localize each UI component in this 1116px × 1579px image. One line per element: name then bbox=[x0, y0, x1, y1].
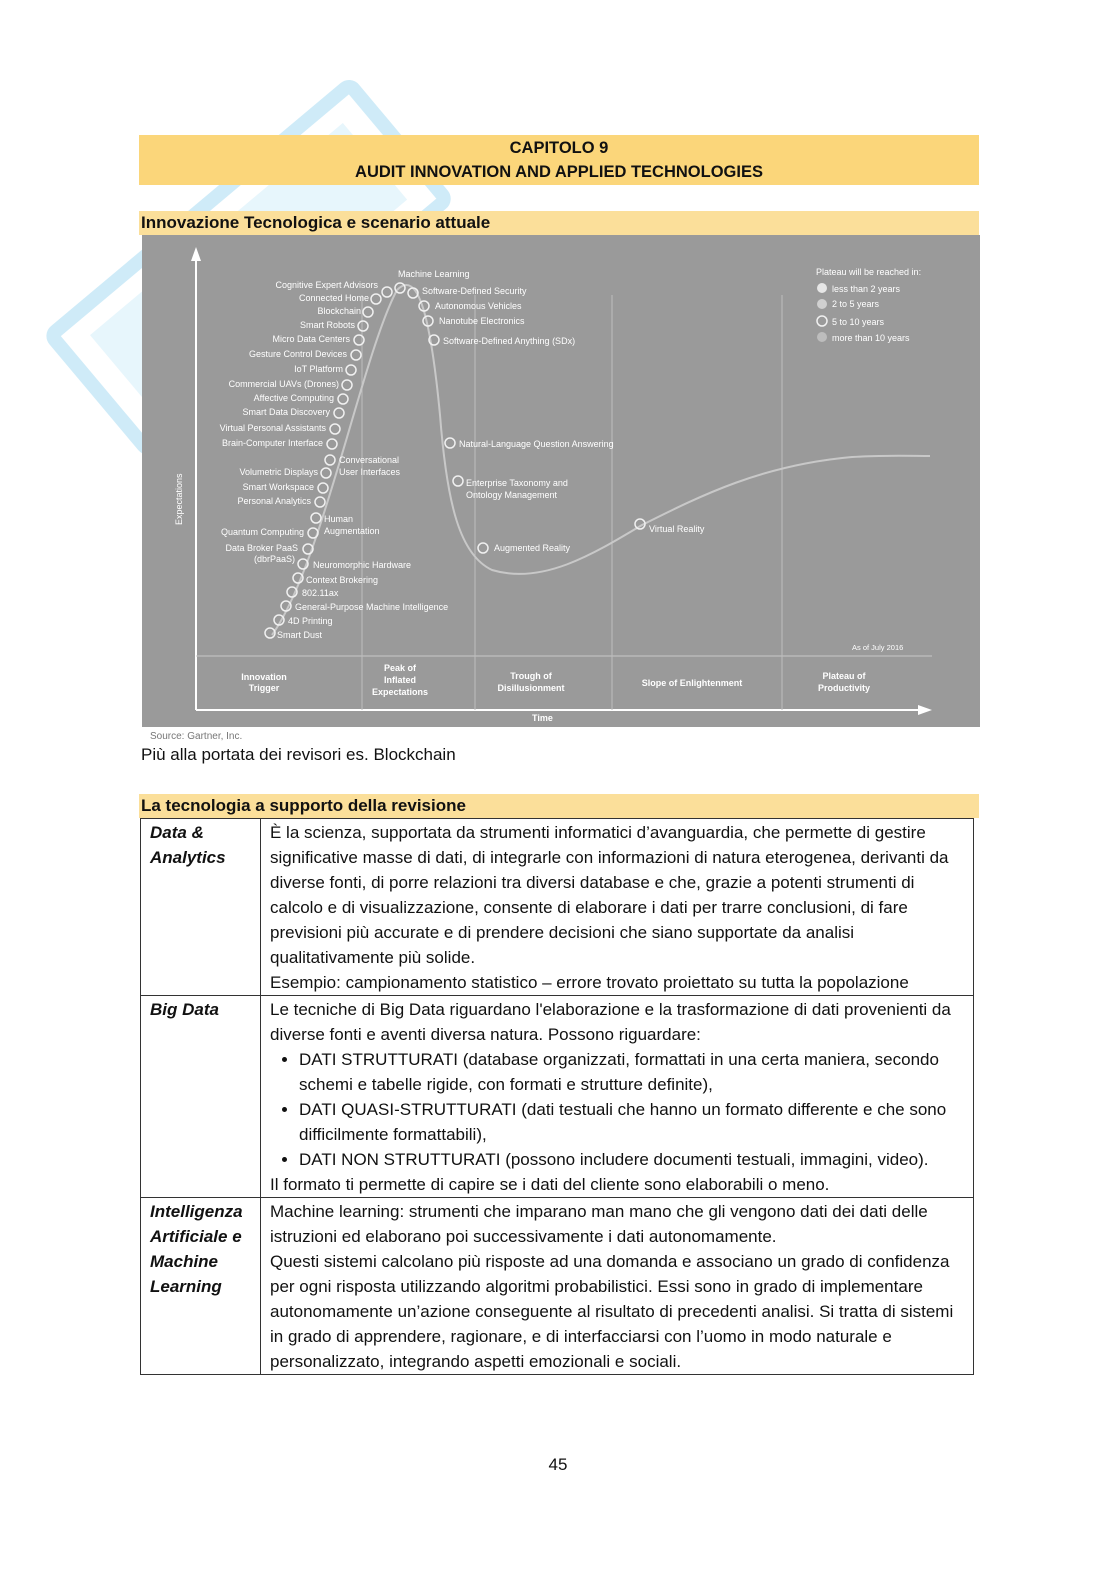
tech-marker bbox=[311, 513, 321, 523]
y-axis-arrow bbox=[191, 247, 201, 261]
phase-label: Trigger bbox=[248, 683, 280, 693]
tech-label: Connected Home bbox=[298, 293, 369, 303]
tech-label: Ontology Management bbox=[466, 490, 558, 500]
tech-label: Commercial UAVs (Drones) bbox=[228, 379, 339, 389]
tech-label: Conversational bbox=[339, 455, 400, 465]
tech-label: Augmentation bbox=[324, 526, 380, 536]
tech-label: Blockchain bbox=[317, 306, 361, 316]
table-row bbox=[141, 996, 974, 1198]
tech-label: Autonomous Vehicles bbox=[435, 301, 522, 311]
tech-marker bbox=[478, 543, 488, 553]
legend-marker bbox=[817, 332, 827, 342]
figure-source: Source: Gartner, Inc. bbox=[150, 731, 243, 742]
tech-marker bbox=[327, 439, 337, 449]
definition-cell bbox=[261, 1198, 974, 1375]
tech-marker bbox=[371, 294, 381, 304]
tech-marker bbox=[445, 438, 455, 448]
chapter-banner bbox=[139, 135, 979, 185]
hype-cycle-svg bbox=[142, 235, 980, 727]
table-row bbox=[141, 1198, 974, 1375]
tech-label: Gesture Control Devices bbox=[248, 349, 347, 359]
tech-label: Neuromorphic Hardware bbox=[313, 560, 412, 570]
phase-label: Plateau of bbox=[822, 671, 866, 681]
phase-label: Trough of bbox=[510, 671, 552, 681]
phase-label: Innovation bbox=[241, 672, 287, 682]
tech-marker bbox=[330, 424, 340, 434]
phase-label: Disillusionment bbox=[497, 683, 565, 693]
tech-label: General-Purpose Machine Intelligence bbox=[295, 602, 449, 612]
phase-label: Productivity bbox=[817, 683, 871, 693]
tech-label: Software-Defined Security bbox=[422, 286, 527, 296]
tech-label: Smart Data Discovery bbox=[242, 407, 330, 417]
table-row bbox=[141, 819, 974, 996]
legend-item: less than 2 years bbox=[832, 284, 901, 294]
list-item: • DATI QUASI-STRUTTURATI (dati testuali che hanno un formato differente e che sono difficilmente formattabili), bbox=[299, 1097, 965, 1147]
term-text: Learning bbox=[150, 1277, 222, 1296]
tech-label: Software-Defined Anything (SDx) bbox=[443, 336, 576, 346]
phase-label: Expectations bbox=[371, 687, 429, 697]
tech-label: Data Broker PaaS bbox=[225, 543, 298, 553]
legend-item: 2 to 5 years bbox=[832, 299, 880, 309]
list-item: • DATI STRUTTURATI (database organizzati, formattati in una certa maniera, secondo schemi e tabelle rigide, con formati e strutture definite), bbox=[299, 1047, 965, 1097]
definition-paragraph: Questi sistemi calcolano più risposte ad una domanda e associano un grado di confidenza per ogni risposta utilizzando algoritmi probabilistici. Essi sono in grado di implementare autonomamente un’azione conseguente al risultato di precedenti analisi. Si tratta di sistemi in grado di apprendere, ragionare, e di interfacciarsi con l’uomo in modo naturale e personalizzato, integrando aspetti emozionali e sociali. bbox=[270, 1252, 954, 1371]
tech-marker bbox=[453, 476, 463, 486]
tech-label: Micro Data Centers bbox=[272, 334, 350, 344]
x-axis-arrow bbox=[918, 705, 932, 715]
legend-marker bbox=[817, 316, 827, 326]
tech-marker bbox=[351, 350, 361, 360]
tech-label: Cognitive Expert Advisors bbox=[275, 280, 378, 290]
tech-label: Quantum Computing bbox=[220, 527, 304, 537]
tech-label: 4D Printing bbox=[288, 616, 333, 626]
page-number: 45 bbox=[548, 1455, 568, 1474]
tech-label: Brain-Computer Interface bbox=[221, 438, 323, 448]
phase-label: Slope of Enlightenment bbox=[641, 678, 743, 688]
hype-cycle-figure bbox=[142, 235, 980, 727]
tech-label: Smart Workspace bbox=[242, 482, 314, 492]
tech-label: Nanotube Electronics bbox=[439, 316, 525, 326]
tech-label: Context Brokering bbox=[306, 575, 379, 585]
tech-label: (dbrPaaS) bbox=[253, 554, 295, 564]
definition-paragraph: Le tecniche di Big Data riguardano l'elaborazione e la trasformazione di dati provenienti da diverse fonti e aventi diversa natura. Possono riguardare: bbox=[270, 1000, 951, 1044]
tech-marker bbox=[363, 307, 373, 317]
legend-item: more than 10 years bbox=[832, 333, 910, 343]
phase-label: Peak of bbox=[383, 663, 417, 673]
tech-label: IoT Platform bbox=[294, 364, 343, 374]
term-cell bbox=[141, 996, 261, 1198]
data-types-list bbox=[270, 1047, 965, 1172]
definition-paragraph: È la scienza, supportata da strumenti informatici d’avanguardia, che permette di gestire significative masse di dati, di integrarle con informazioni di natura eterogenea, derivanti da diverse fonti, di porre relazioni tra diversi database e che, grazie a potenti strumenti di calcolo e di visualizzazione, consente di elaborare i dati per trarre conclusioni, di fare previsioni più accurate e di prendere decisioni che siano supportate da analisi qualitativamente più solide. bbox=[270, 823, 949, 967]
tech-label: User Interfaces bbox=[339, 467, 401, 477]
term-text: Data & bbox=[150, 823, 204, 842]
technology-table bbox=[140, 818, 974, 1375]
tech-label: Personal Analytics bbox=[237, 496, 311, 506]
tech-marker bbox=[321, 468, 331, 478]
tech-label: 802.11ax bbox=[302, 588, 339, 598]
legend-marker bbox=[817, 283, 827, 293]
tech-label: Volumetric Displays bbox=[239, 467, 318, 477]
legend-item: 5 to 10 years bbox=[832, 317, 885, 327]
term-text: Intelligenza bbox=[150, 1202, 243, 1221]
tech-marker bbox=[338, 394, 348, 404]
definition-paragraph: Machine learning: strumenti che imparano man mano che gli vengono dati dei dati delle istruzioni ed elaborano poi successivamente i dati autonomamente. bbox=[270, 1202, 928, 1246]
tech-label: Machine Learning bbox=[398, 269, 470, 279]
tech-marker bbox=[358, 321, 368, 331]
definition-cell bbox=[261, 996, 974, 1198]
definition-cell bbox=[261, 819, 974, 996]
term-text: Machine bbox=[150, 1252, 219, 1271]
y-axis-label: Expectations bbox=[174, 473, 184, 525]
term-cell bbox=[141, 1198, 261, 1375]
tech-marker bbox=[346, 365, 356, 375]
tech-marker bbox=[315, 497, 325, 507]
tech-label: Natural-Language Question Answering bbox=[459, 439, 614, 449]
tech-label: Virtual Reality bbox=[649, 524, 705, 534]
section-heading-innovation: Innovazione Tecnologica e scenario attuale bbox=[139, 211, 979, 235]
tech-marker bbox=[318, 483, 328, 493]
legend-title: Plateau will be reached in: bbox=[816, 267, 922, 277]
tech-label: Virtual Personal Assistants bbox=[219, 423, 326, 433]
figure-caption: Più alla portata dei revisori es. Blockchain bbox=[141, 745, 456, 764]
x-axis-label: Time bbox=[532, 713, 553, 723]
definition-paragraph: Esempio: campionamento statistico – errore trovato proiettato su tutta la popolazione bbox=[270, 973, 909, 992]
legend-marker bbox=[817, 299, 827, 309]
tech-label: Augmented Reality bbox=[494, 543, 571, 553]
tech-marker bbox=[325, 455, 335, 465]
tech-label: Smart Robots bbox=[299, 320, 355, 330]
tech-marker bbox=[382, 287, 392, 297]
tech-label: Enterprise Taxonomy and bbox=[466, 478, 568, 488]
definition-paragraph: Il formato ti permette di capire se i dati del cliente sono elaborabili o meno. bbox=[270, 1175, 830, 1194]
chapter-title: AUDIT INNOVATION AND APPLIED TECHNOLOGIES bbox=[355, 163, 763, 181]
list-item: • DATI NON STRUTTURATI (possono includere documenti testuali, immagini, video). bbox=[299, 1147, 965, 1172]
phase-label: Inflated bbox=[383, 675, 417, 685]
tech-marker bbox=[334, 408, 344, 418]
term-text: Big Data bbox=[150, 1000, 219, 1019]
section-heading-technology: La tecnologia a supporto della revisione bbox=[139, 794, 979, 818]
term-text: Artificiale e bbox=[150, 1227, 242, 1246]
tech-label: Affective Computing bbox=[253, 393, 334, 403]
tech-label: Smart Dust bbox=[277, 630, 323, 640]
term-text: Analytics bbox=[150, 848, 226, 867]
tech-marker bbox=[342, 380, 352, 390]
as-of-note: As of July 2016 bbox=[852, 643, 904, 652]
tech-label: Human bbox=[324, 514, 354, 524]
chapter-number: CAPITOLO 9 bbox=[509, 139, 609, 157]
term-cell bbox=[141, 819, 261, 996]
